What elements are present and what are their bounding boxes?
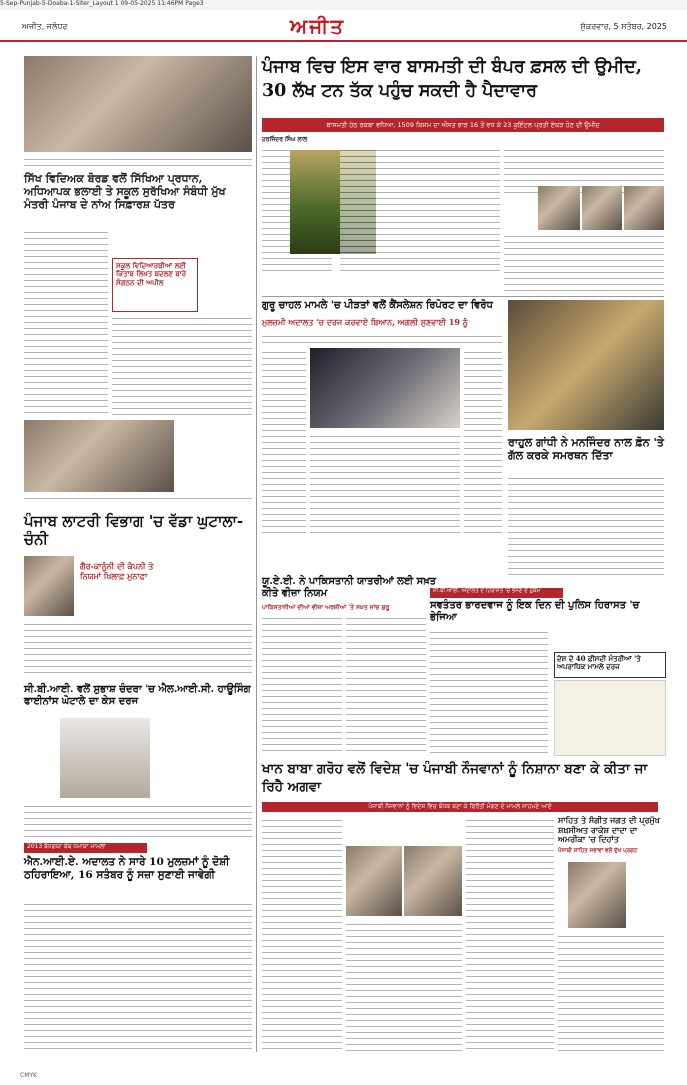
- subhash-chandra-portrait: [60, 718, 150, 798]
- nia-kicker: 2013 ਬੋਧਗਯਾ ਬੰਬ ਧਮਾਕਾ ਮਾਮਲਾ: [24, 843, 147, 853]
- article-body: [466, 816, 554, 1052]
- article-body: [508, 474, 664, 578]
- channi-portrait: [24, 556, 74, 616]
- article-body: [340, 146, 500, 276]
- photo-caption: [24, 494, 252, 504]
- rakesh-subhead: ਪੰਜਾਬੀ ਸਾਹਿਤ ਸਭਾਵਾਂ ਵਲੋਂ ਦੁੱਖ ਪ੍ਰਗਟ: [558, 848, 638, 854]
- article-body: [112, 314, 252, 418]
- article-body: [504, 232, 664, 292]
- article-body: [558, 932, 664, 1052]
- article-body: [262, 332, 502, 344]
- ministers-box: ਦੇਸ਼ ਦੇ 40 ਫ਼ੀਸਦੀ ਮੰਤਰੀਆਂ 'ਤੇ ਅਪਰਾਧਿਕ ਮਾਮਲੇ ਦਰਜ: [554, 652, 666, 678]
- article-body: [430, 628, 548, 754]
- photo-caption: [24, 155, 252, 169]
- rakesh-portrait: [568, 862, 626, 928]
- rakesh-headline: ਸਾਹਿਤ ਤੇ ਸੰਗੀਤ ਜਗਤ ਦੀ ਪ੍ਰਮੁੱਖ ਸ਼ਖ਼ਸੀਅਤ ਰਾਕੇਸ਼ ਦਾਦਾ ਦਾ ਅਮਰੀਕਾ 'ਚ ਦਿਹਾਂਤ: [558, 815, 660, 845]
- byline: ਹਰਜਿੰਦਰ ਸਿੰਘ ਲਾਲ: [262, 136, 308, 143]
- cbi-headline: ਸੀ.ਬੀ.ਆਈ. ਵਲੋਂ ਸੁਭਾਸ਼ ਚੰਦਰਾ 'ਚ ਐਲ.ਆਈ.ਸੀ. ਹਾਊਸਿੰਗ ਫਾਈਨਾਂਸ ਘੋਟਾਲੇ ਦਾ ਕੇਸ ਦਰਜ: [24, 684, 251, 707]
- section-rule: [262, 296, 664, 297]
- khan-baba-headline: ਖਾਨ ਬਾਬਾ ਗਰੋਹ ਵਲੋਂ ਵਿਦੇਸ਼ 'ਚ ਪੰਜਾਬੀ ਨੌਜਵਾਨਾਂ ਨੂੰ ਨਿਸ਼ਾਨਾ ਬਣਾ ਕੇ ਕੀਤਾ ਜਾ ਰਿਹੈ ਅਗਵਾ: [262, 761, 648, 796]
- article-body: [346, 614, 426, 754]
- print-slug: 5-Sep-Punjab-5-Doaba-1-Siter_Layout 1 09-05-2025 11:46PM Page3: [0, 0, 687, 10]
- court-photo: [310, 348, 460, 428]
- lottery-pullquote: ਗੈਰ-ਕਾਨੂੰਨੀ ਦੀ ਕੰਪਨੀ ਤੇ ਨਿਯਮਾਂ ਖਿਲਾਫ਼ ਮੁਨਾਫ਼ਾ: [80, 561, 154, 581]
- meeting-photo: [24, 420, 174, 492]
- group-photo: [24, 56, 252, 152]
- uae-headline: ਯੂ.ਏ.ਈ. ਨੇ ਪਾਕਿਸਤਾਨੀ ਯਾਤਰੀਆਂ ਲਈ ਸਖ਼ਤ ਕੀਤੇ ਵੀਜ਼ਾ ਨਿਯਮ: [262, 576, 437, 599]
- gurdwara-subhead: ਮੁਲਜ਼ਮੀ ਅਦਾਲਤ 'ਚ ਦਰਜ ਕਰਵਾਏ ਬਿਆਨ, ਅਗਲੀ ਸੁਣਵਾਈ 19 ਨੂੰ: [262, 317, 468, 327]
- politician-portrait: [582, 186, 622, 230]
- article-body: [310, 432, 460, 538]
- bharadwaj-kicker: ਸੀ.ਬੀ.ਆਈ. ਅਦਾਲਤ ਦੇ ਹਿਰਾਸਤ 'ਚ ਭੇਜਣ ਦੇ ਹੁਕਮ: [430, 588, 563, 598]
- uae-subhead: ਪਾਕਿਸਤਾਨੀਆਂ ਦੀਆਂ ਵੀਜ਼ਾ ਅਰਜ਼ੀਆਂ 'ਤੇ ਸਖ਼ਤ ਜਾਂਚ ਸ਼ੁਰੂ: [262, 604, 390, 611]
- politician-portrait: [624, 186, 664, 230]
- masthead-logo: ਅਜੀਤ: [290, 14, 346, 38]
- folio-right: ਸ਼ੁੱਕਰਵਾਰ, 5 ਸਤੰਬਰ, 2025: [580, 22, 667, 31]
- basmati-headline: ਪੰਜਾਬ ਵਿਚ ਇਸ ਵਾਰ ਬਾਸਮਤੀ ਦੀ ਬੰਪਰ ਫ਼ਸਲ ਦੀ ਉਮੀਦ, 30 ਲੱਖ ਟਨ ਤੱਕ ਪਹੁੰਚ ਸਕਦੀ ਹੈ ਪੈਦਾਵਾਰ: [262, 57, 642, 101]
- article-body: [346, 920, 462, 1052]
- article-body: [262, 614, 342, 754]
- print-footer: CMYK: [20, 1072, 37, 1079]
- sikh-board-headline: ਸਿੱਖ ਵਿਦਿਅਕ ਬੋਰਡ ਵਲੋਂ ਸਿੱਖਿਆ ਪ੍ਰਧਾਨ, ਅਧਿਆਪਕ ਭਲਾਈ ਤੇ ਸਕੂਲ ਸੁਰੱਖਿਆ ਸੰਬੰਧੀ ਮੁੱਖ ਮੰਤਰੀ ਪੰਜਾਬ ਦੇ ਨਾਂਅ ਸਿਫ਼ਾਰਸ਼ ਪੱਤਰ: [24, 172, 226, 212]
- youth-photo: [404, 846, 462, 916]
- article-body: [262, 816, 342, 1052]
- column-rule: [256, 56, 257, 1052]
- lottery-headline: ਪੰਜਾਬ ਲਾਟਰੀ ਵਿਭਾਗ 'ਚ ਵੱਡਾ ਘੁਟਾਲਾ-ਚੰਨੀ: [24, 512, 244, 548]
- rahul-gandhi-photo: [508, 300, 664, 430]
- article-body: [262, 348, 306, 538]
- gurdwara-headline: ਗੁਰੂ ਚਾਹਲ ਮਾਮਲੇ 'ਚ ਪੀੜਤਾਂ ਵਲੋਂ ਕੈਂਸਲੇਸ਼ਨ ਰਿਪੋਰਟ ਦਾ ਵਿਰੋਧ: [262, 300, 493, 311]
- basmati-subhead: ਬਾਸਮਤੀ ਹੇਠ ਰਕਬਾ ਵਧਿਆ, 1509 ਕਿਸਮ ਦਾ ਔਸਤ ਝਾੜ 16 ਤੋਂ ਵਧ ਕੇ 23 ਕੁਇੰਟਲ ਪ੍ਰਤੀ ਏਕੜ ਹੋਣ ਦੀ ਉਮੀਦ: [262, 118, 664, 132]
- youth-photo: [346, 846, 402, 916]
- politician-portrait: [538, 186, 580, 230]
- page-folio: [0, 12, 687, 42]
- bharadwaj-headline: ਸਵਤੰਤਰ ਭਾਰਦਵਾਜ ਨੂੰ ਇਕ ਦਿਨ ਦੀ ਪੁਲਿਸ ਹਿਰਾਸਤ 'ਚ ਭੇਜਿਆ: [430, 600, 640, 623]
- article-body: [464, 348, 502, 538]
- article-body: [24, 620, 252, 678]
- folio-left: ਅਜੀਤ, ਜਲੰਧਰ: [22, 22, 68, 31]
- article-body: [24, 228, 108, 418]
- khan-baba-subhead: ਪੰਜਾਬੀ ਨੌਜਵਾਨਾਂ ਨੂੰ ਵਿਦੇਸ਼ ਵਿਚ ਬੰਧਕ ਬਣਾ ਕੇ ਫਿਰੌਤੀ ਮੰਗਣ ਦੇ ਮਾਮਲੇ ਸਾਹਮਣੇ ਆਏ: [262, 802, 658, 812]
- nia-headline: ਐਨ.ਆਈ.ਏ. ਅਦਾਲਤ ਨੇ ਸਾਰੇ 10 ਮੁਲਜ਼ਮਾਂ ਨੂੰ ਦੋਸ਼ੀ ਠਹਿਰਾਇਆ, 16 ਸਤੰਬਰ ਨੂੰ ਸਜ਼ਾ ਸੁਣਾਈ ਜਾਵੇਗੀ: [24, 856, 230, 881]
- highlight-box: ਸਕੂਲ ਵਿਦਿਆਰਥੀਆਂ ਲਈ ਕਿਤਾਬ ਲਿਖਤ ਬਦਲਣ ਬਾਰੇ ਸੰਗਠਨ ਦੀ ਅਪੀਲ: [112, 258, 198, 312]
- article-body: [24, 900, 252, 1052]
- rahul-headline: ਰਾਹੁਲ ਗਾਂਧੀ ਨੇ ਮਨਜਿੰਦਰ ਨਾਲ ਫ਼ੋਨ 'ਤੇ ਗੱਲ ਕਰਕੇ ਸਮਰਥਨ ਦਿੱਤਾ: [508, 436, 664, 463]
- political-cartoon: [554, 680, 666, 756]
- article-body: [24, 802, 252, 842]
